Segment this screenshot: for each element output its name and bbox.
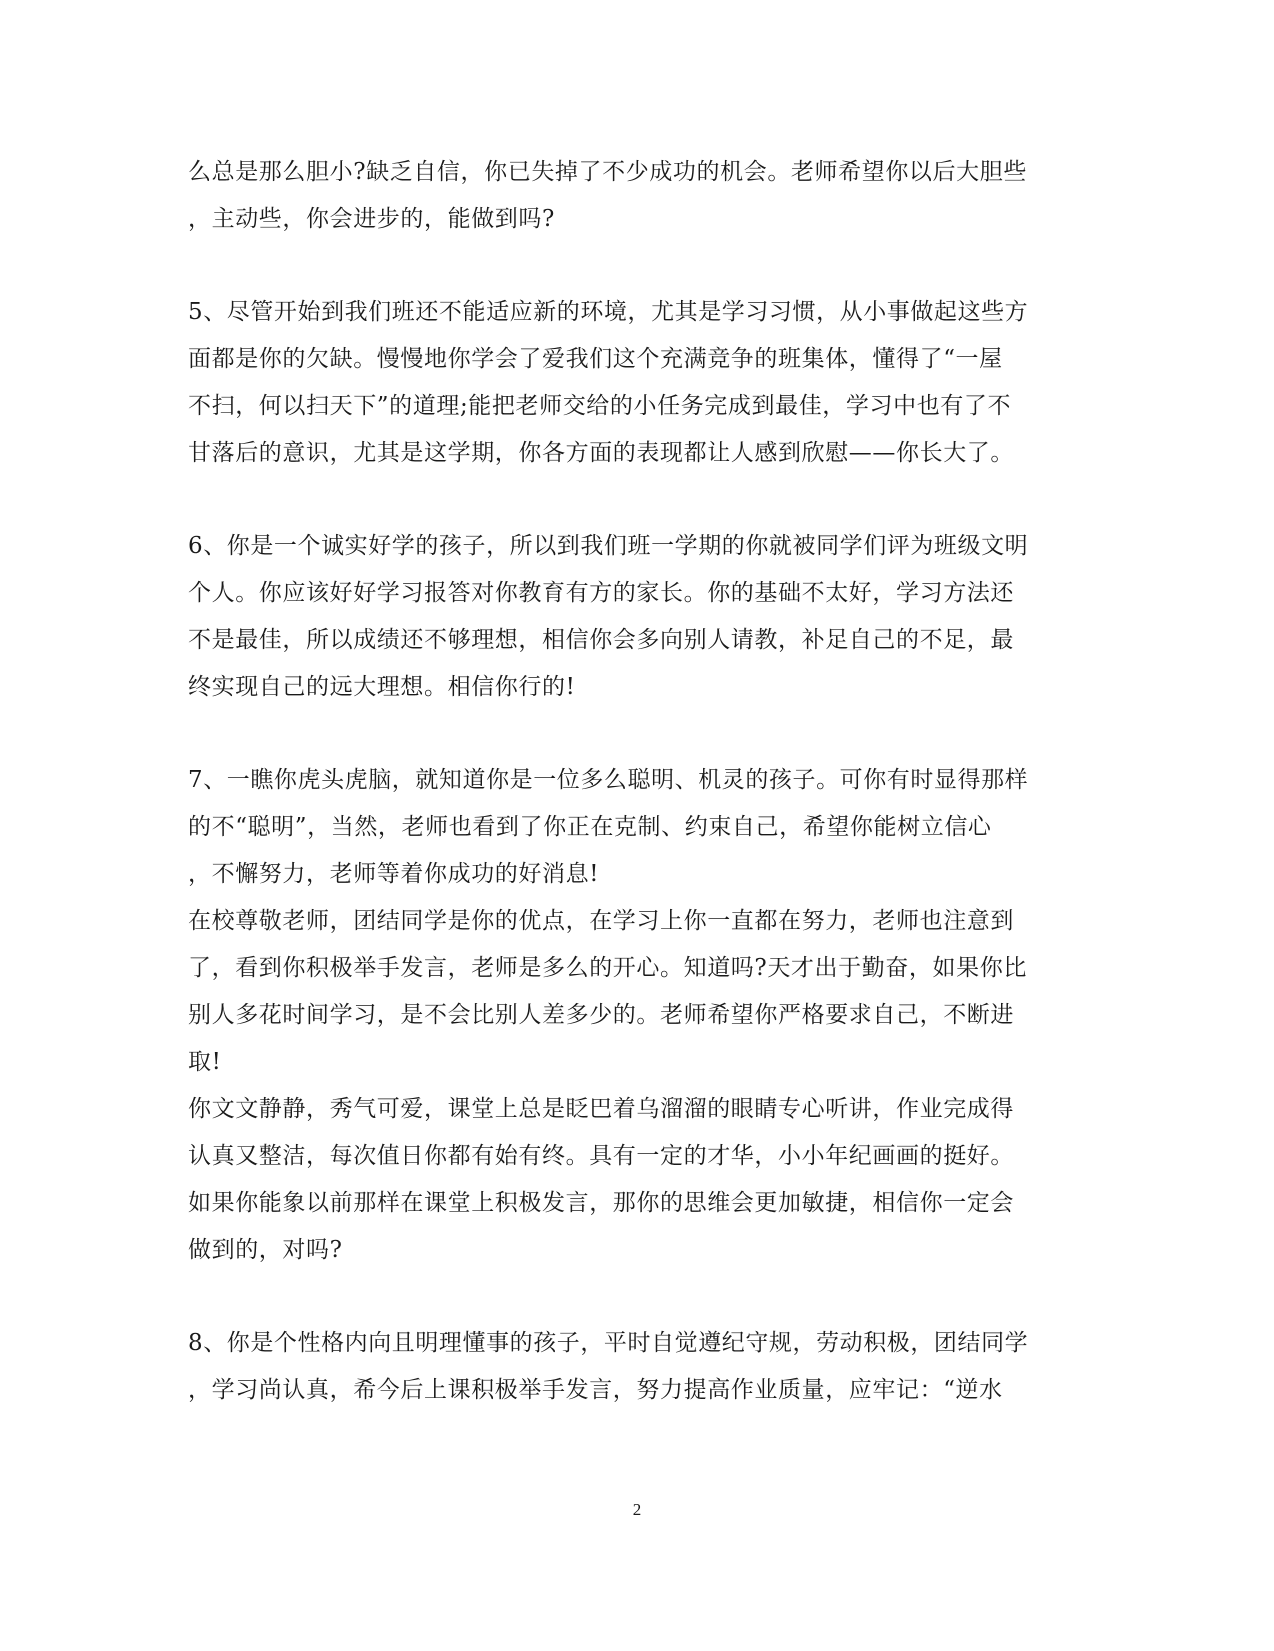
text-line: 别人多花时间学习，是不会比别人差多少的。老师希望你严格要求自己，不断进 xyxy=(188,1002,1014,1028)
text-line: 甘落后的意识，尤其是这学期，你各方面的表现都让人感到欣慰——你长大了。 xyxy=(188,440,1014,466)
text-line: 如果你能象以前那样在课堂上积极发言，那你的思维会更加敏捷，相信你一定会 xyxy=(188,1190,1014,1216)
text-line: 取! xyxy=(188,1049,222,1075)
text-line: 你文文静静，秀气可爱，课堂上总是眨巴着乌溜溜的眼睛专心听讲，作业完成得 xyxy=(188,1096,1014,1122)
text-line: 不是最佳，所以成绩还不够理想，相信你会多向别人请教，补足自己的不足，最 xyxy=(188,627,1014,653)
text-line: 认真又整洁，每次值日你都有始有终。具有一定的才华，小小年纪画画的挺好。 xyxy=(188,1143,1014,1169)
text-line: 个人。你应该好好学习报答对你教育有方的家长。你的基础不太好，学习方法还 xyxy=(188,580,1014,606)
text-line: 的不“聪明”，当然，老师也看到了你正在克制、约束自己，希望你能树立信心 xyxy=(188,814,992,840)
text-line: 么总是那么胆小?缺乏自信，你已失掉了不少成功的机会。老师希望你以后大胆些 xyxy=(188,159,1027,185)
text-line: 6、你是一个诚实好学的孩子，所以到我们班一学期的你就被同学们评为班级文明 xyxy=(188,533,1029,559)
text-line: 在校尊敬老师，团结同学是你的优点，在学习上你一直都在努力，老师也注意到 xyxy=(188,908,1014,934)
text-line: 面都是你的欠缺。慢慢地你学会了爱我们这个充满竞争的班集体，懂得了“一屋 xyxy=(188,346,1003,372)
text-line: 5、尽管开始到我们班还不能适应新的环境，尤其是学习习惯，从小事做起这些方 xyxy=(188,299,1029,325)
text-line: ，不懈努力，老师等着你成功的好消息! xyxy=(188,861,600,887)
text-line: 做到的，对吗? xyxy=(188,1237,343,1263)
text-line: 不扫，何以扫天下”的道理;能把老师交给的小任务完成到最佳，学习中也有了不 xyxy=(188,393,1012,419)
text-line: 8、你是个性格内向且明理懂事的孩子，平时自觉遵纪守规，劳动积极，团结同学 xyxy=(188,1330,1029,1356)
text-line: ，主动些，你会进步的，能做到吗? xyxy=(188,206,555,232)
text-line: 了，看到你积极举手发言，老师是多么的开心。知道吗?天才出于勤奋，如果你比 xyxy=(188,955,1027,981)
text-line: 7、一瞧你虎头虎脑，就知道你是一位多么聪明、机灵的孩子。可你有时显得那样 xyxy=(188,767,1029,793)
text-line: 终实现自己的远大理想。相信你行的! xyxy=(188,674,576,700)
page-number: 2 xyxy=(632,1500,642,1519)
text-line: ，学习尚认真，希今后上课积极举手发言，努力提高作业质量，应牢记：“逆水 xyxy=(188,1377,1003,1403)
